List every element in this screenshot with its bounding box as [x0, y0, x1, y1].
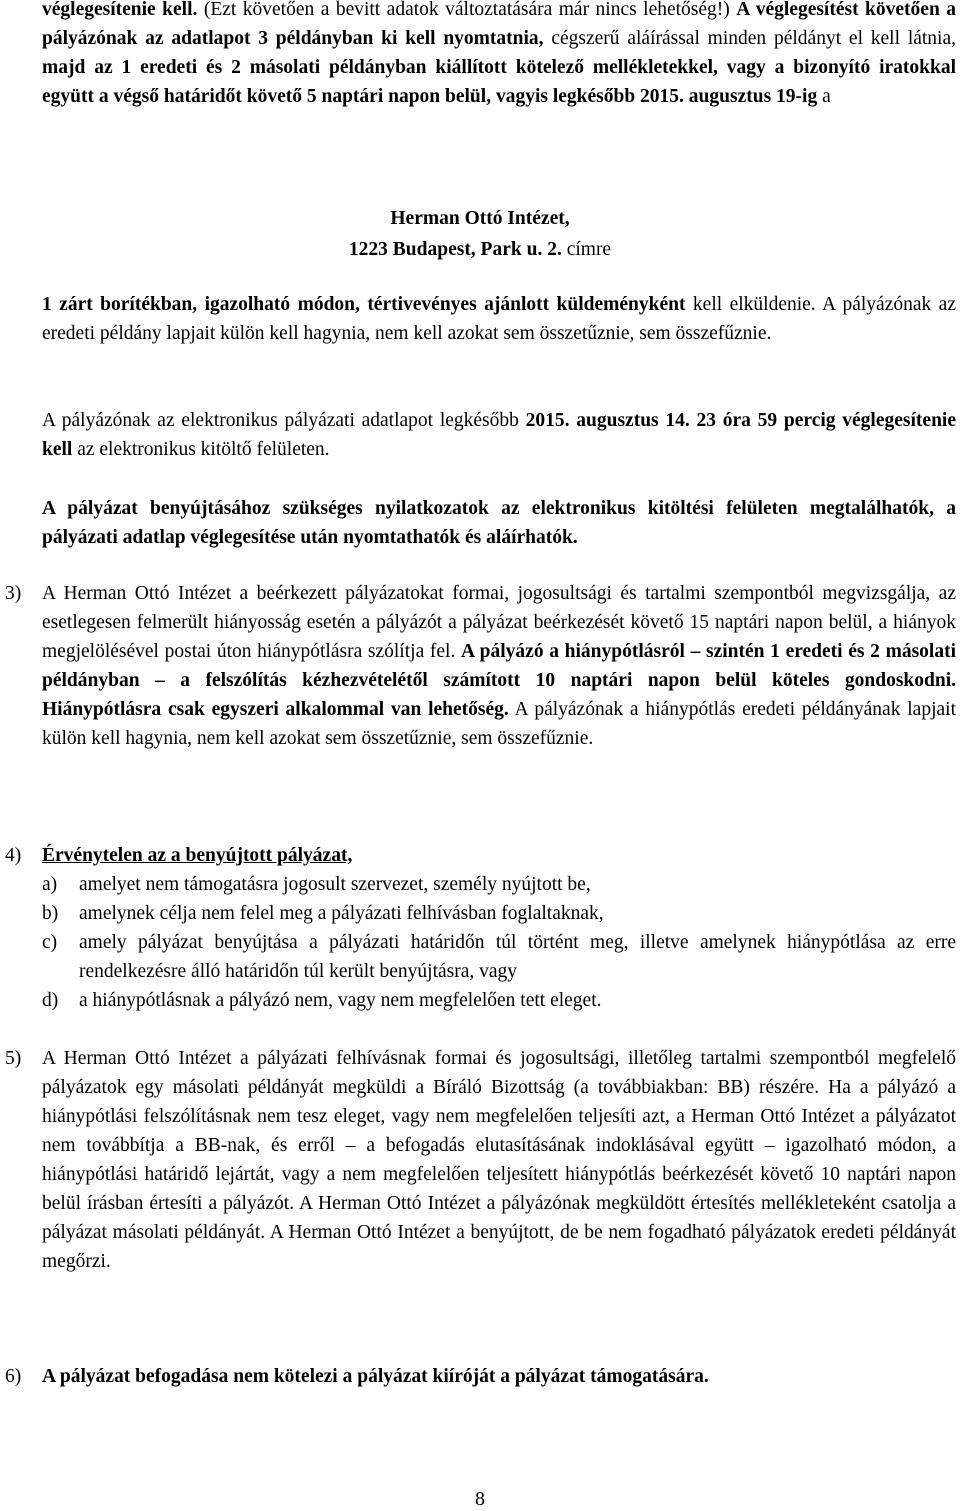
address-street: 1223 Budapest, Park u. 2. — [348, 239, 562, 260]
declarations-paragraph: A pályázat benyújtásához szükséges nyilatkozatok az elektronikus kitöltési felületen megtalálhatók, a pályázati adatlap véglegesítése után nyomtathatók és aláírhatók. — [42, 498, 956, 548]
deadline-paragraph — [42, 406, 956, 464]
section-4-number: 4) — [5, 845, 22, 866]
address-suffix: címre — [561, 239, 612, 260]
section-3-text-3: A pályázónak a hiánypótlás eredeti példányának lapjait külön kell hagynia, nem kell azokat sem összetűznie, sem összefűznie. — [42, 699, 956, 749]
section-4-item-b-label: b) — [42, 903, 59, 924]
section-4-item-d-label: d) — [42, 990, 59, 1011]
intro-attachments-text: majd az 1 eredeti és 2 másolati példányban kiállított kötelező mellékletekkel, vagy a bizonyító iratokkal együtt a végső határidőt követő 5 naptári napon belül, vagyis legkésőbb 2015. augusztus 19-ig — [42, 57, 956, 107]
intro-finalize-text: véglegesítenie kell. — [42, 0, 198, 20]
section-4-item-c-label: c) — [42, 932, 58, 953]
intro-to-text: a — [817, 86, 831, 107]
intro-print-text: A véglegesítést követően a pályázónak az adatlapot 3 példányban ki kell nyomtatnia, — [42, 0, 956, 49]
section-4-item-d-text: a hiánypótlásnak a pályázó nem, vagy nem megfelelően tett eleget. — [79, 990, 602, 1011]
section-4-item-b-text: amelynek célja nem felel meg a pályázati felhívásban foglaltaknak, — [79, 903, 604, 924]
section-4-item-c-text: amely pályázat benyújtása a pályázati határidőn túl történt meg, illetve amelynek hiánypótlása az erre rendelkezésre álló határidőn túl került benyújtásra, vagy — [79, 932, 956, 982]
section-6-number: 6) — [5, 1366, 22, 1387]
mailing-rest-text: kell elküldenie. A pályázónak az eredeti példány lapjait külön kell hagynia, nem kell azokat sem összetűznie, sem összefűznie. — [42, 294, 956, 344]
mailing-paragraph — [42, 290, 956, 348]
section-4-item-a-label: a) — [42, 874, 58, 895]
section-6-body: A pályázat befogadása nem kötelezi a pályázat kiíróját a pályázat támogatására. — [42, 1366, 709, 1387]
address-line-1: Herman Ottó Intézet, — [390, 208, 570, 229]
section-5-body: A Herman Ottó Intézet a pályázati felhívásnak formai és jogosultsági, illetőleg tartalmi szempontból megfelelő pályázatok egy másolati példányát megküldi a Bíráló Bizottság (a továbbiakban: BB) részére. Ha a pályázó a hiánypótlási felszólításnak nem tesz eleget, vagy nem megfelelően teljesíti azt, a Herman Ottó Intézet a pályázatot nem továbbítja a BB-nak, és erről – a befogadás elutasításának indoklásával együtt – igazolható módon, a hiánypótlási határidő lejártát, vagy a nem megfelelően teljesített hiánypótlás beérkezését követő 10 naptári napon belül írásban értesíti a pályázót. A Herman Ottó Intézet a pályázónak megküldött értesítés mellékleteként csatolja a pályázat másolati példányát. A Herman Ottó Intézet a benyújtott, de be nem fogadható pályázatok eredeti példányát megőrzi. — [42, 1048, 956, 1272]
deadline-post-text: az elektronikus kitöltő felületen. — [72, 439, 330, 460]
intro-paragraph — [42, 0, 956, 111]
intro-sign-text: cégszerű aláírással minden példányt el kell látnia, — [543, 28, 957, 49]
section-4-item-a-text: amelyet nem támogatásra jogosult szervezet, személy nyújtott be, — [79, 874, 591, 895]
deadline-pre-text: A pályázónak az elektronikus pályázati adatlapot legkésőbb — [42, 410, 526, 431]
section-4-heading: Érvénytelen az a benyújtott pályázat, — [42, 845, 353, 866]
intro-note-text: (Ezt követően a bevitt adatok változtatására már nincs lehetőség!) — [197, 0, 737, 20]
section-5-number: 5) — [5, 1048, 22, 1069]
address-line-2 — [0, 234, 960, 265]
section-3-text-2: A pályázó a hiánypótlásról – szintén 1 eredeti és 2 másolati példányban – a felszólítás kézhezvételétől számított 10 naptári napon belül köteles gondoskodni. Hiánypótlásra csak egyszeri alkalommal van lehetőség. — [42, 641, 956, 720]
page-number: 8 — [475, 1488, 485, 1510]
mailing-bold-text: 1 zárt borítékban, igazolható módon, tértivevényes ajánlott küldeményként — [42, 294, 686, 315]
section-3-text-1: A Herman Ottó Intézet a beérkezett pályázatokat formai, jogosultsági és tartalmi szempontból megvizsgálja, az esetlegesen felmerült hiányosság esetén a pályázót a pályázat beérkezését követő 15 naptári napon belül, a hiányok megjelölésével postai úton hiánypótlásra szólítja fel. — [42, 583, 956, 662]
deadline-bold-text: 2015. augusztus 14. 23 óra 59 percig véglegesítenie kell — [42, 410, 956, 460]
section-3-body — [42, 579, 956, 753]
section-3-number: 3) — [5, 583, 22, 604]
